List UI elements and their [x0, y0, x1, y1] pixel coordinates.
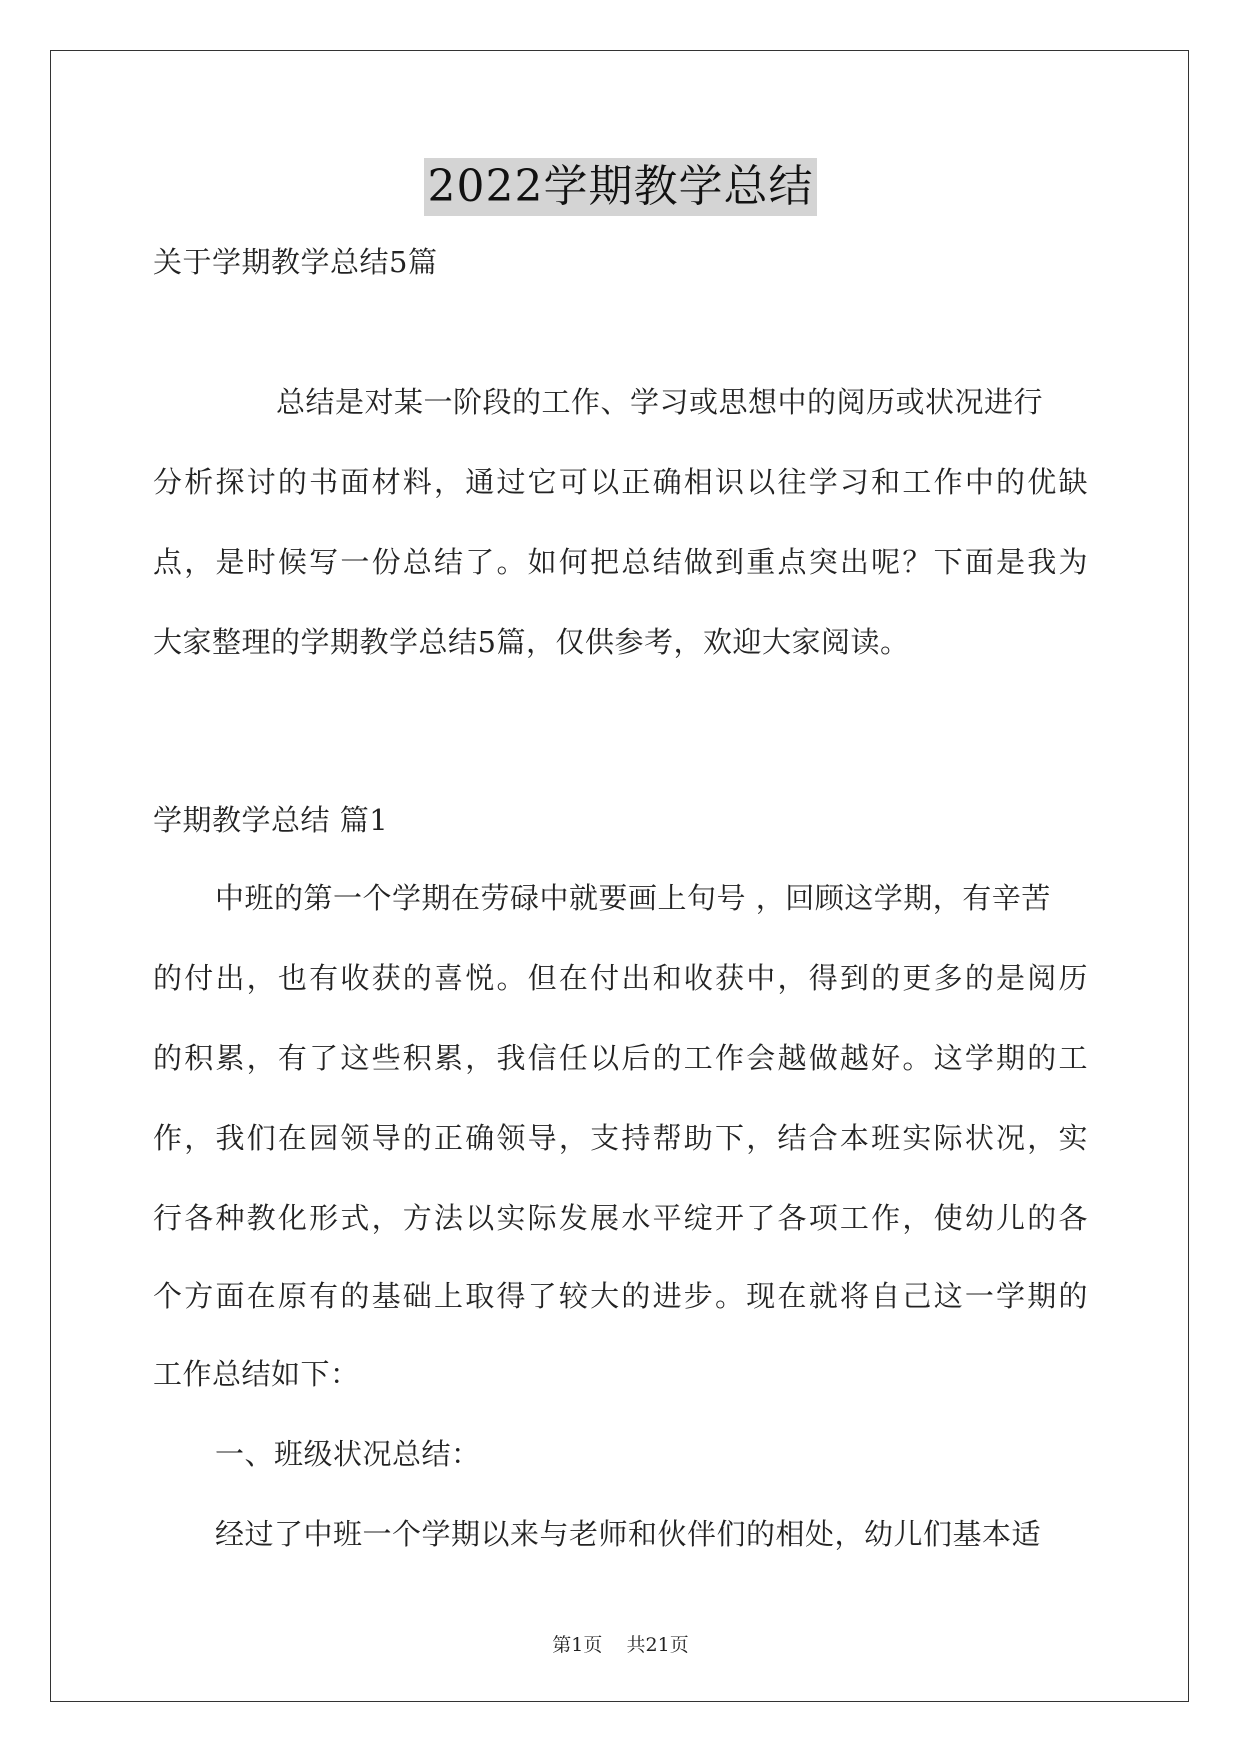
title-container: [0, 158, 1241, 216]
body-line-2: 的付出，也有收获的喜悦。但在付出和收获中，得到的更多的是阅历: [153, 961, 1088, 995]
body-line-1: 中班的第一个学期在劳碌中就要画上句号 ，回顾这学期，有辛苦: [215, 881, 1051, 915]
intro-line-1: 总结是对某一阶段的工作、学习或思想中的阅历或状况进行: [276, 385, 1044, 419]
intro-line-3: 点，是时候写一份总结了。如何把总结做到重点突出呢？下面是我为: [153, 545, 1088, 579]
section-heading: 学期教学总结 篇1: [153, 803, 389, 837]
body-line-3: 的积累，有了这些积累，我信任以后的工作会越做越好。这学期的工: [153, 1041, 1088, 1075]
body-line-4: 作，我们在园领导的正确领导，支持帮助下，结合本班实际状况，实: [153, 1121, 1088, 1155]
intro-line-4: 大家整理的学期教学总结5篇，仅供参考，欢迎大家阅读。: [153, 625, 910, 659]
subsection-heading: 一、班级状况总结：: [215, 1437, 481, 1471]
document-subtitle: 关于学期教学总结5篇: [153, 245, 438, 279]
body-line-7: 工作总结如下：: [153, 1357, 360, 1391]
intro-line-2: 分析探讨的书面材料，通过它可以正确相识以往学习和工作中的优缺: [153, 465, 1088, 499]
document-title: 2022学期教学总结: [424, 158, 818, 216]
body-line-5: 行各种教化形式，方法以实际发展水平绽开了各项工作，使幼儿的各: [153, 1201, 1088, 1235]
body-line-8: 经过了中班一个学期以来与老师和伙伴们的相处，幼儿们基本适: [215, 1517, 1042, 1551]
page-number: 第1页 共21页: [552, 1634, 689, 1656]
body-line-6: 个方面在原有的基础上取得了较大的进步。现在就将自己这一学期的: [153, 1279, 1088, 1313]
